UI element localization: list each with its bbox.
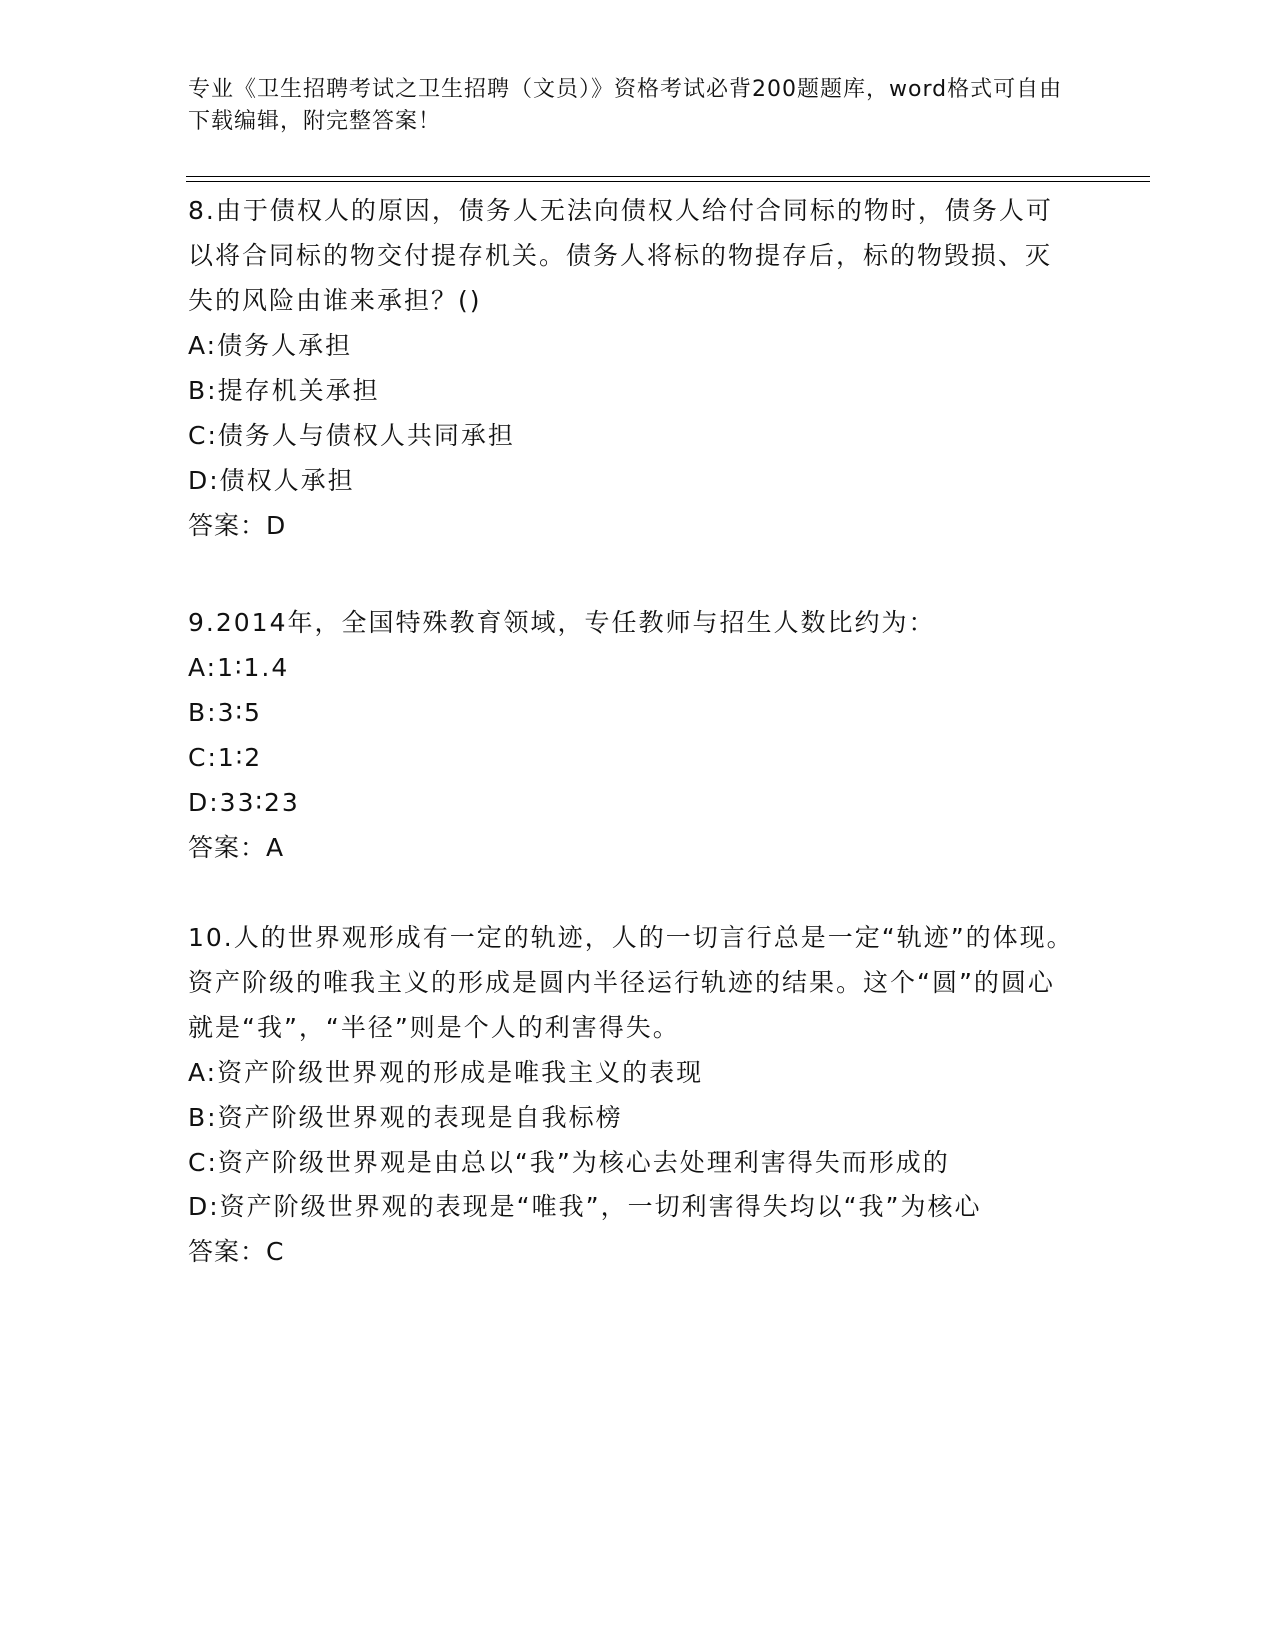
question-stem: 10.人的世界观形成有一定的轨迹，人的一切言行总是一定“轨迹”的体现。资产阶级的唯我主义的形成是圆内半径运行轨迹的结果。这个“圆”的圆心就是“我”，“半径”则是个人的利害得失。 xyxy=(188,923,1074,1042)
option-b: B:提存机关承担 xyxy=(188,376,380,405)
option-d: D:资产阶级世界观的表现是“唯我”，一切利害得失均以“我”为核心 xyxy=(188,1192,982,1221)
option-c: C:1∶2 xyxy=(188,743,263,772)
option-a: A:1∶1.4 xyxy=(188,653,290,682)
answer: 答案：A xyxy=(188,833,285,862)
question-9 xyxy=(188,600,1078,870)
header-divider-bottom xyxy=(186,181,1150,182)
question-stem: 8.由于债权人的原因，债务人无法向债权人给付合同标的物时，债务人可以将合同标的物交付提存机关。债务人将标的物提存后，标的物毁损、灭失的风险由谁来承担？() xyxy=(188,196,1053,315)
option-a: A:资产阶级世界观的形成是唯我主义的表现 xyxy=(188,1058,704,1087)
answer: 答案：D xyxy=(188,511,287,540)
option-a: A:债务人承担 xyxy=(188,331,353,360)
option-c: C:债务人与债权人共同承担 xyxy=(188,421,515,450)
answer: 答案：C xyxy=(188,1237,285,1266)
document-header: 专业《卫生招聘考试之卫生招聘（文员）》资格考试必背200题题库，word格式可自由下载编辑，附完整答案！ xyxy=(188,77,1063,134)
question-stem: 9.2014年，全国特殊教育领域，专任教师与招生人数比约为： xyxy=(188,608,936,637)
question-8 xyxy=(188,188,1078,548)
option-b: B:3∶5 xyxy=(188,698,262,727)
option-d: D:债权人承担 xyxy=(188,466,355,495)
question-10 xyxy=(188,915,1078,1274)
option-c: C:资产阶级世界观是由总以“我”为核心去处理利害得失而形成的 xyxy=(188,1148,950,1177)
header-divider-top xyxy=(186,176,1150,177)
option-b: B:资产阶级世界观的表现是自我标榜 xyxy=(188,1103,623,1132)
option-d: D:33∶23 xyxy=(188,788,300,817)
